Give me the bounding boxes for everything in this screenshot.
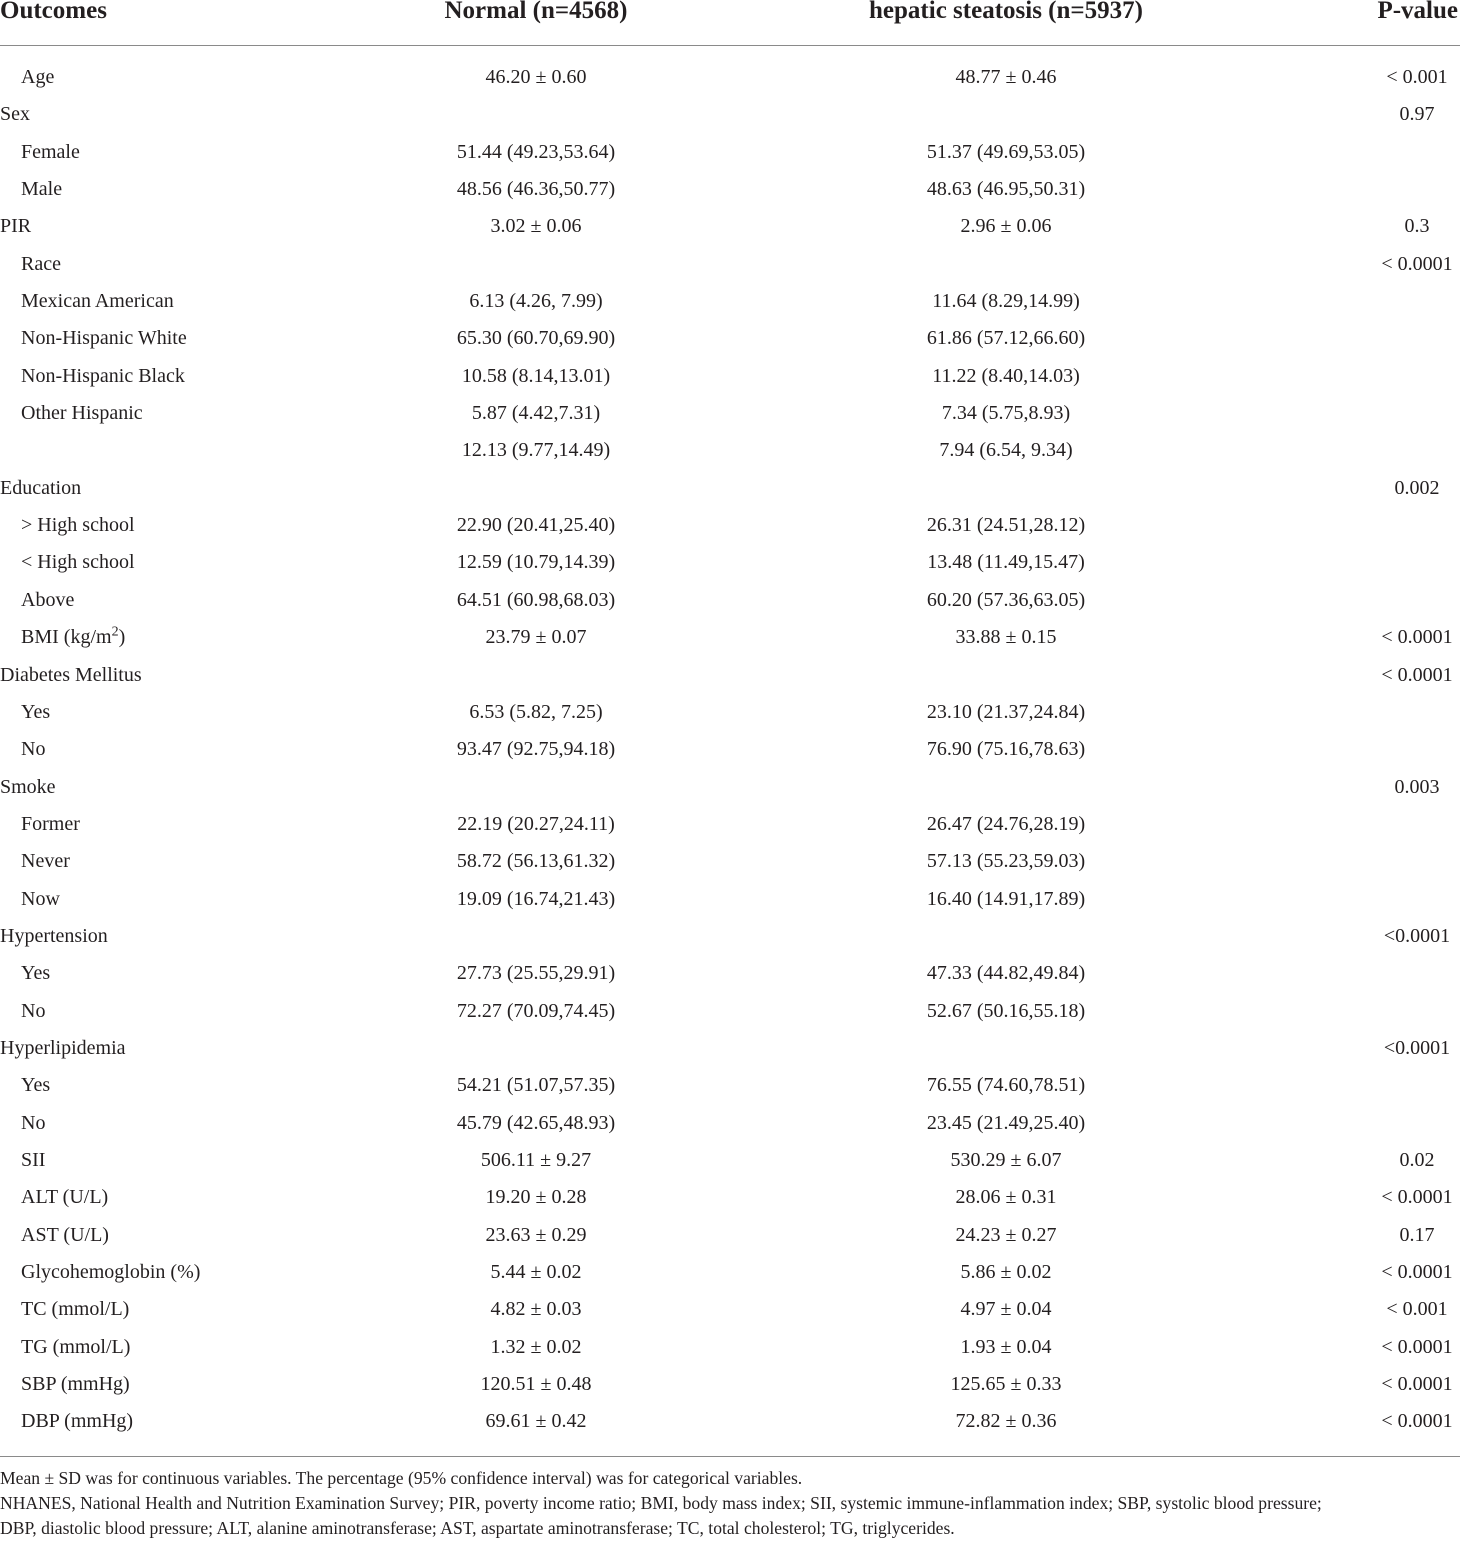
row-label-superscript: 2 <box>111 624 119 640</box>
cell-p-value: < 0.0001 <box>1381 1261 1453 1283</box>
row-label-text: > High school <box>21 514 135 537</box>
row-label-text: PIR <box>0 215 32 238</box>
cell-p-value: 0.17 <box>1399 1223 1435 1246</box>
row-label-text: ALT (U/L) <box>21 1186 109 1209</box>
header-rule <box>0 45 1460 46</box>
row-label-text: Former <box>21 812 80 835</box>
row-label <box>0 1030 126 1067</box>
row-label <box>21 171 62 208</box>
row-label-text: DBP (mmHg) <box>21 1410 134 1433</box>
cell-normal: 4.82 ± 0.03 <box>490 1298 582 1321</box>
cell-hepatic-steatosis: 1.93 ± 0.04 <box>960 1335 1052 1358</box>
cell-p-value: < 0.001 <box>1386 1298 1448 1321</box>
table-row <box>0 1403 1460 1440</box>
row-label <box>21 881 60 918</box>
cell-p-value: < 0.0001 <box>1381 1373 1453 1396</box>
row-label-text: Yes <box>21 962 51 985</box>
cell-normal: 506.11 ± 9.27 <box>480 1148 592 1171</box>
table-row <box>0 470 1460 507</box>
row-label <box>21 1217 109 1254</box>
table-row <box>0 881 1460 918</box>
row-label-text: Sex <box>0 103 30 126</box>
cell-hepatic-steatosis: 2.96 ± 0.06 <box>960 215 1052 238</box>
row-label <box>21 1179 108 1216</box>
row-label-text: Glycohemoglobin (%) <box>21 1261 201 1283</box>
table-row <box>0 507 1460 544</box>
table-row <box>0 843 1460 880</box>
row-label <box>21 59 54 96</box>
row-label-text: SBP (mmHg) <box>21 1373 130 1396</box>
table-row <box>0 208 1460 245</box>
cell-normal: 12.13 (9.77,14.49) <box>461 439 611 462</box>
cell-hepatic-steatosis: 26.47 (24.76,28.19) <box>926 812 1086 835</box>
cell-normal: 23.63 ± 0.29 <box>485 1223 587 1246</box>
row-label <box>21 1403 133 1440</box>
header-outcomes: Outcomes <box>0 0 107 24</box>
table-row <box>0 1217 1460 1254</box>
row-label <box>21 358 185 395</box>
row-label-text: No <box>21 999 46 1022</box>
table-row <box>0 1366 1460 1403</box>
row-label <box>21 843 70 880</box>
cell-p-value: < 0.0001 <box>1381 1186 1453 1209</box>
table-row <box>0 96 1460 133</box>
cell-normal: 6.13 (4.26, 7.99) <box>469 290 603 313</box>
table-row <box>0 993 1460 1030</box>
row-label <box>21 1142 45 1179</box>
row-label <box>21 1329 130 1366</box>
row-label <box>0 208 31 245</box>
cell-hepatic-steatosis: 13.48 (11.49,15.47) <box>927 551 1085 574</box>
cell-hepatic-steatosis: 11.64 (8.29,14.99) <box>932 290 1080 313</box>
table-row <box>0 432 1460 469</box>
table-row <box>0 694 1460 731</box>
cell-normal: 69.61 ± 0.42 <box>485 1410 587 1433</box>
cell-p-value: < 0.001 <box>1386 66 1448 88</box>
row-label <box>21 619 125 656</box>
cell-normal: 46.20 ± 0.60 <box>485 66 587 88</box>
row-label-text: Age <box>21 66 55 88</box>
row-label-text: Male <box>21 178 63 201</box>
cell-normal: 5.87 (4.42,7.31) <box>471 402 601 425</box>
row-label <box>21 1366 130 1403</box>
row-label <box>0 657 142 694</box>
row-label-text: TG (mmol/L) <box>21 1335 131 1358</box>
row-label-text: Mexican American <box>21 290 174 313</box>
table-body <box>0 59 1460 1441</box>
row-label-text: Yes <box>21 700 51 723</box>
table-row <box>0 1291 1460 1328</box>
row-label-text: Diabetes Mellitus <box>0 663 142 686</box>
cell-p-value: 0.003 <box>1394 775 1440 798</box>
row-label <box>21 731 45 768</box>
row-label <box>21 1105 45 1142</box>
row-label <box>21 283 174 320</box>
cell-hepatic-steatosis: 11.22 (8.40,14.03) <box>932 364 1080 387</box>
cell-normal: 45.79 (42.65,48.93) <box>456 1111 616 1134</box>
cell-p-value: < 0.0001 <box>1381 663 1453 686</box>
cell-hepatic-steatosis: 125.65 ± 0.33 <box>950 1373 1062 1396</box>
header-hepatic-steatosis: hepatic steatosis (n=5937) <box>869 0 1143 24</box>
table-row <box>0 1254 1460 1291</box>
cell-p-value: 0.3 <box>1404 215 1430 238</box>
table-row <box>0 395 1460 432</box>
cell-p-value: <0.0001 <box>1383 924 1451 947</box>
table-row <box>0 731 1460 768</box>
cell-hepatic-steatosis: 23.45 (21.49,25.40) <box>926 1111 1086 1134</box>
table-row <box>0 1142 1460 1179</box>
row-label-text: Smoke <box>0 775 56 798</box>
row-label <box>0 769 56 806</box>
cell-hepatic-steatosis: 23.10 (21.37,24.84) <box>926 700 1086 723</box>
cell-normal: 54.21 (51.07,57.35) <box>456 1074 616 1097</box>
cell-hepatic-steatosis: 26.31 (24.51,28.12) <box>926 514 1086 537</box>
cell-normal: 58.72 (56.13,61.32) <box>456 850 616 873</box>
cell-hepatic-steatosis: 28.06 ± 0.31 <box>955 1186 1057 1209</box>
cell-p-value: 0.97 <box>1399 103 1435 126</box>
row-label <box>21 806 80 843</box>
row-label-text: Non-Hispanic White <box>21 327 187 350</box>
cell-normal: 19.20 ± 0.28 <box>485 1186 587 1209</box>
table-row <box>0 918 1460 955</box>
table-row <box>0 246 1460 283</box>
row-label-text: No <box>21 738 46 761</box>
table-row <box>0 1030 1460 1067</box>
table-row <box>0 806 1460 843</box>
row-label-text: Education <box>0 476 82 499</box>
table-row <box>0 657 1460 694</box>
cell-hepatic-steatosis: 52.67 (50.16,55.18) <box>926 999 1086 1022</box>
cell-hepatic-steatosis: 33.88 ± 0.15 <box>955 626 1057 649</box>
row-label-text: < High school <box>21 551 135 574</box>
cell-p-value: 0.002 <box>1394 476 1440 499</box>
footnote-line-3: DBP, diastolic blood pressure; ALT, alanine aminotransferase; AST, aspartate aminotransferase; TC, total cholesterol; TG, triglycerides. <box>0 1518 955 1538</box>
row-label <box>21 1291 129 1328</box>
table-row <box>0 171 1460 208</box>
bottom-rule <box>0 1456 1460 1457</box>
row-label <box>21 507 135 544</box>
cell-hepatic-steatosis: 48.77 ± 0.46 <box>955 66 1057 88</box>
header-p-value: P-value <box>1377 0 1458 24</box>
cell-normal: 48.56 (46.36,50.77) <box>456 178 616 201</box>
cell-hepatic-steatosis: 4.97 ± 0.04 <box>960 1298 1052 1321</box>
cell-hepatic-steatosis: 24.23 ± 0.27 <box>955 1223 1057 1246</box>
table-header <box>0 0 1460 46</box>
table-row <box>0 544 1460 581</box>
cell-p-value: < 0.0001 <box>1381 252 1453 275</box>
row-label-text: BMI (kg/m <box>21 626 112 649</box>
row-label-text: Yes <box>21 1074 51 1097</box>
row-label <box>0 918 108 955</box>
row-label <box>21 1254 200 1291</box>
table-row <box>0 358 1460 395</box>
cell-normal: 23.79 ± 0.07 <box>485 626 587 649</box>
cell-hepatic-steatosis: 47.33 (44.82,49.84) <box>926 962 1086 985</box>
cell-normal: 3.02 ± 0.06 <box>490 215 582 238</box>
row-label-text: No <box>21 1111 46 1134</box>
cell-hepatic-steatosis: 48.63 (46.95,50.31) <box>926 178 1086 201</box>
cell-hepatic-steatosis: 61.86 (57.12,66.60) <box>926 327 1086 350</box>
cell-normal: 72.27 (70.09,74.45) <box>456 999 616 1022</box>
cell-normal: 27.73 (25.55,29.91) <box>456 962 616 985</box>
cell-hepatic-steatosis: 76.55 (74.60,78.51) <box>926 1074 1086 1097</box>
row-label <box>21 955 50 992</box>
cell-normal: 6.53 (5.82, 7.25) <box>469 700 603 723</box>
row-label-text: Hypertension <box>0 924 108 947</box>
table-row <box>0 1179 1460 1216</box>
cell-hepatic-steatosis: 60.20 (57.36,63.05) <box>926 588 1086 611</box>
cell-normal: 93.47 (92.75,94.18) <box>456 738 616 761</box>
table-row <box>0 955 1460 992</box>
row-label-text: Above <box>21 588 75 611</box>
cell-normal: 51.44 (49.23,53.64) <box>456 140 616 163</box>
table-row <box>0 1105 1460 1142</box>
cell-p-value: 0.02 <box>1399 1148 1435 1171</box>
footnote-line-1: Mean ± SD was for continuous variables. The percentage (95% confidence interval) was for categorical variables. <box>0 1468 803 1488</box>
row-label <box>0 96 30 133</box>
cell-normal: 22.19 (20.27,24.11) <box>457 812 615 835</box>
table-row <box>0 59 1460 96</box>
row-label <box>21 395 143 432</box>
row-label-text: Never <box>21 850 70 873</box>
row-label <box>21 1067 50 1104</box>
table-row <box>0 134 1460 171</box>
cell-normal: 1.32 ± 0.02 <box>490 1335 582 1358</box>
cell-hepatic-steatosis: 530.29 ± 6.07 <box>950 1148 1062 1171</box>
row-label-text: Hyperlipidemia <box>0 1036 126 1059</box>
row-label <box>21 134 80 171</box>
table-row <box>0 1329 1460 1366</box>
table-row <box>0 619 1460 656</box>
row-label <box>21 694 50 731</box>
cell-normal: 19.09 (16.74,21.43) <box>456 887 616 910</box>
row-label <box>0 470 81 507</box>
cell-hepatic-steatosis: 51.37 (49.69,53.05) <box>926 140 1086 163</box>
table-row <box>0 1067 1460 1104</box>
cell-p-value: < 0.0001 <box>1381 1335 1453 1358</box>
row-label <box>21 544 135 581</box>
table-row <box>0 582 1460 619</box>
cell-hepatic-steatosis: 7.34 (5.75,8.93) <box>941 402 1071 425</box>
table-row <box>0 283 1460 320</box>
cell-hepatic-steatosis: 76.90 (75.16,78.63) <box>926 738 1086 761</box>
cell-normal: 5.44 ± 0.02 <box>490 1261 582 1283</box>
cell-hepatic-steatosis: 57.13 (55.23,59.03) <box>926 850 1086 873</box>
row-label <box>21 246 61 283</box>
row-label <box>21 993 45 1030</box>
table-row <box>0 769 1460 806</box>
cell-hepatic-steatosis: 16.40 (14.91,17.89) <box>926 887 1086 910</box>
row-label-text: Now <box>21 887 60 910</box>
row-label-text: AST (U/L) <box>21 1223 109 1246</box>
row-label <box>21 320 187 357</box>
cell-normal: 12.59 (10.79,14.39) <box>456 551 616 574</box>
table-row <box>0 320 1460 357</box>
footnote-line-2: NHANES, National Health and Nutrition Examination Survey; PIR, poverty income ratio; BMI, body mass index; SII, systemic immune-inflammation index; SBP, systolic blood pressure; <box>0 1493 1322 1513</box>
row-label-text: Female <box>21 140 80 163</box>
cell-p-value: < 0.0001 <box>1381 1410 1453 1433</box>
row-label-text: SII <box>21 1148 46 1171</box>
row-label-text: Race <box>21 252 61 275</box>
cell-hepatic-steatosis: 7.94 (6.54, 9.34) <box>939 439 1073 462</box>
cell-p-value: < 0.0001 <box>1381 626 1453 649</box>
cell-hepatic-steatosis: 5.86 ± 0.02 <box>960 1261 1052 1283</box>
cell-normal: 64.51 (60.98,68.03) <box>456 588 616 611</box>
row-label-text: Non-Hispanic Black <box>21 364 185 387</box>
cell-normal: 10.58 (8.14,13.01) <box>461 364 611 387</box>
cell-normal: 65.30 (60.70,69.90) <box>456 327 616 350</box>
table-footnotes <box>0 1466 1460 1541</box>
cell-normal: 120.51 ± 0.48 <box>480 1373 592 1396</box>
row-label-text: Other Hispanic <box>21 402 143 425</box>
cell-hepatic-steatosis: 72.82 ± 0.36 <box>955 1410 1057 1433</box>
row-label <box>21 582 74 619</box>
cell-p-value: <0.0001 <box>1383 1036 1451 1059</box>
row-label-text: TC (mmol/L) <box>21 1298 130 1321</box>
header-normal: Normal (n=4568) <box>444 0 628 24</box>
row-label-suffix: ) <box>118 626 126 649</box>
cell-normal: 22.90 (20.41,25.40) <box>456 514 616 537</box>
